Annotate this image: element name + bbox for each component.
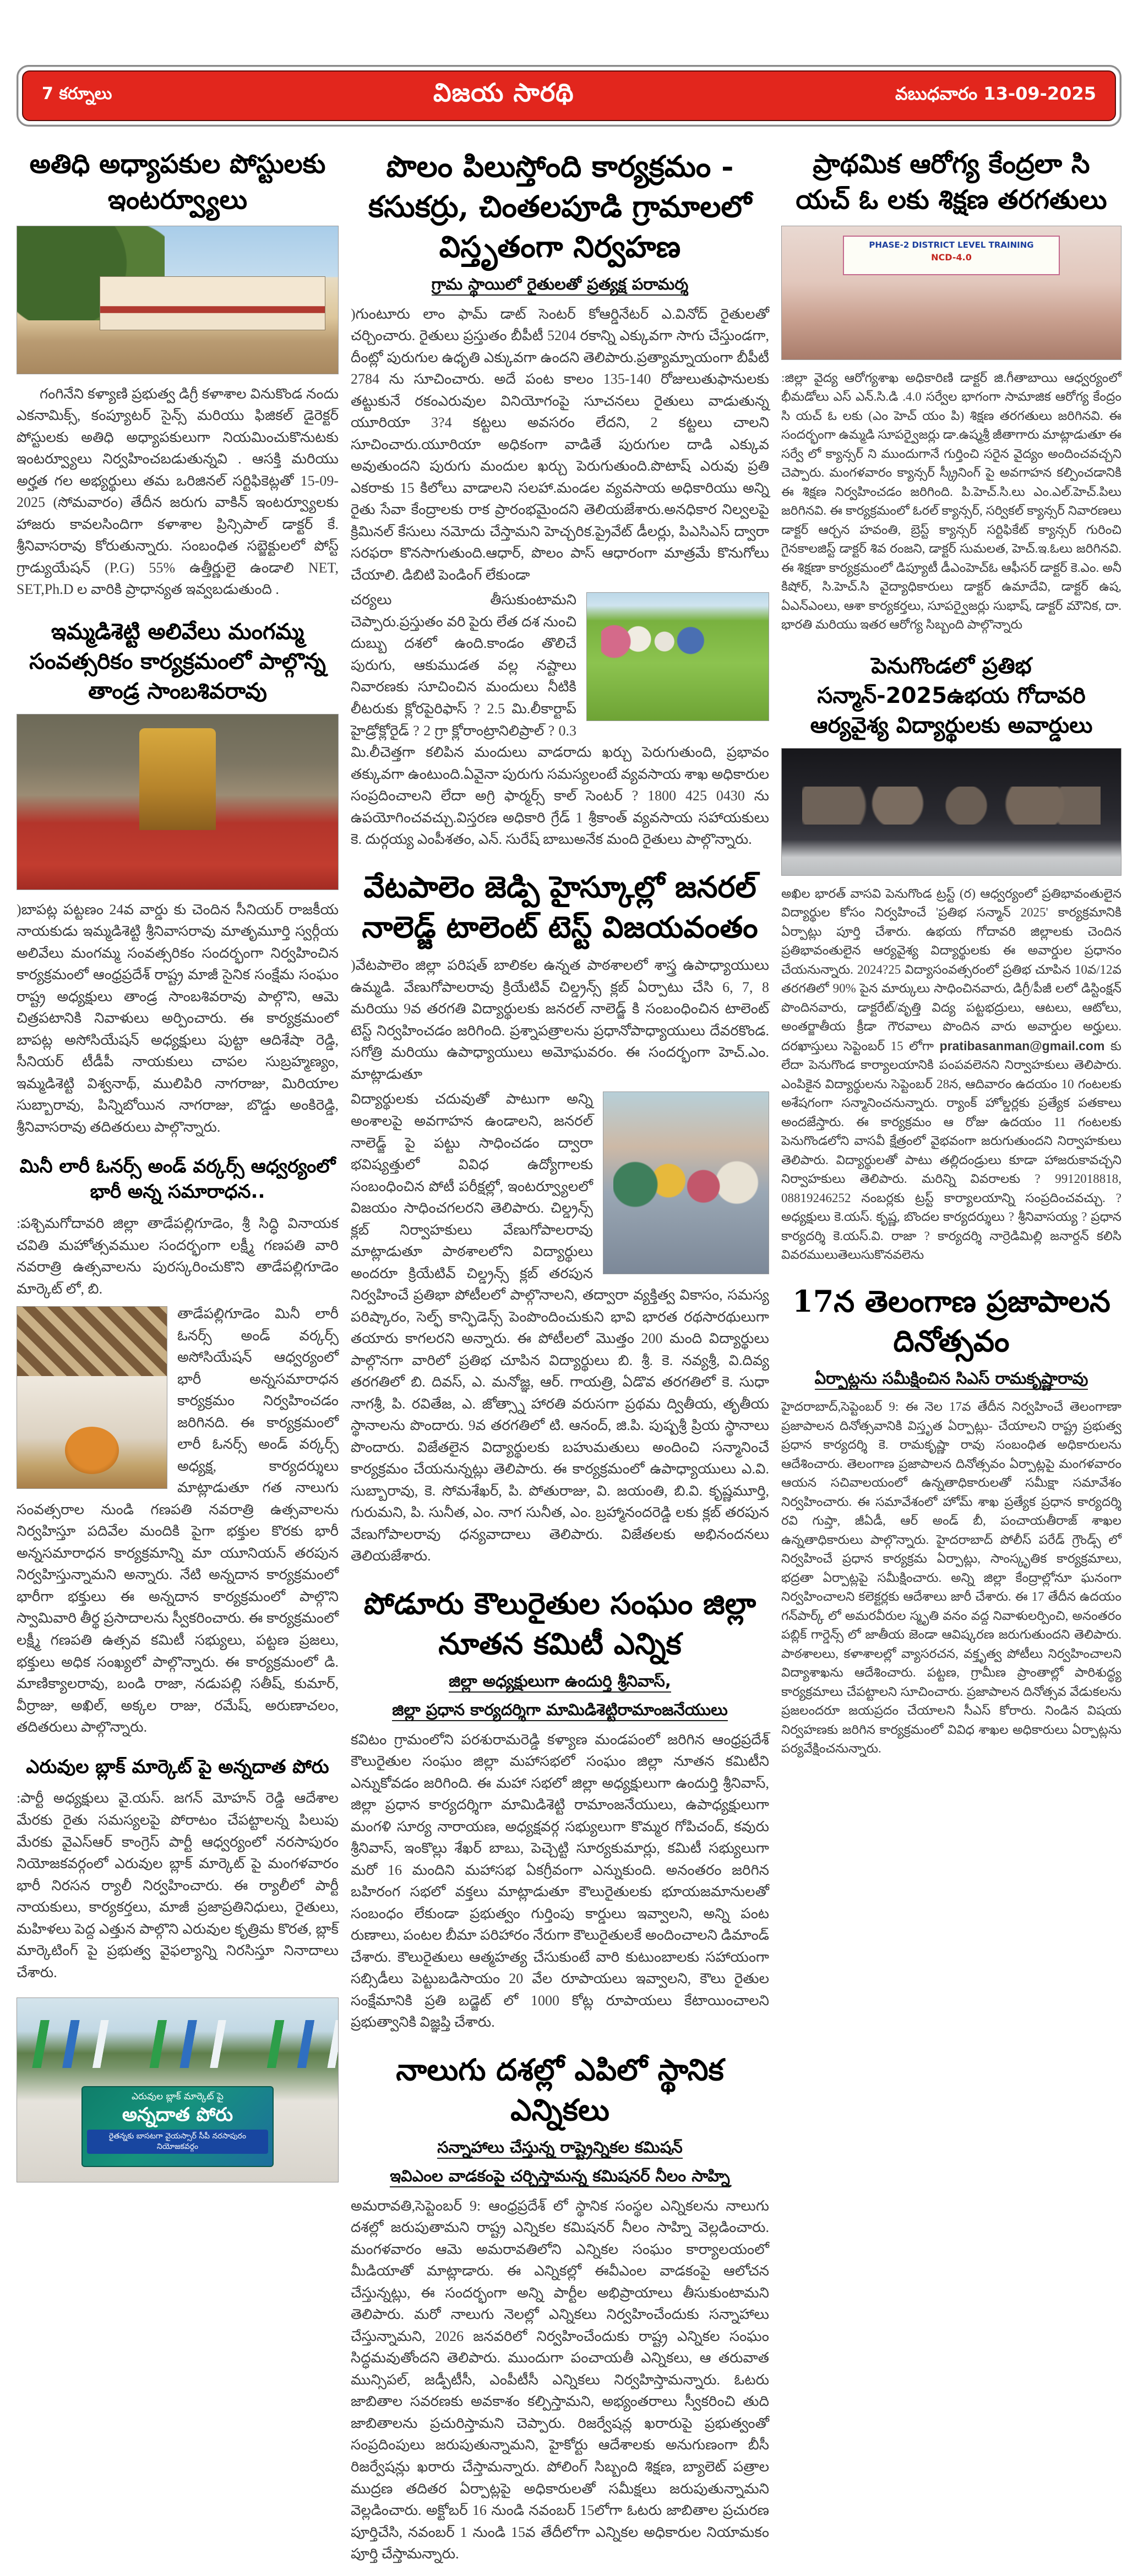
headline-gk-talent-test: వేటపాలెం జెడ్పి హైస్కూల్లో జనరల్ నాలెడ్జ్ టాలెంట్ టెస్ట్ విజయవంతం	[362, 869, 758, 945]
protest-banner	[81, 2086, 274, 2167]
article-text: చర్యలు తీసుకుంటామని చెప్పారు.ప్రస్తుతం వరి పైరు లేత దశ నుంచి దుబ్బు దశలో ఉంది.కాండం తొలిచే పురుగు, ఆకుముడత వల్ల నష్టాలు నివారణకు సూచించిన మందులు నీటికి లీటరుకు క్లోరపైరిఫాస్ ? 2.5 మి.లీకార్టాప్ హైడ్రోక్లోరైడ్ ? 2 గ్రా క్లోరాంట్రానిలిప్రాల్ ? 0.3 మి.లీచెత్తగా కలిపిన మందులు వాడరాదు ఖర్చు పెరుగుతుంది, ప్రభావం తక్కువగా ఉంటుంది.ఏవైనా పురుగు సమస్యలంటే వ్యవసాయ శాఖ అధికారుల సంప్రదించాలని లేదా అగ్రి ఫార్మర్స్ కాల్ సెంటర్ ? 1800 425 0430 ను ఉపయోగించవచ్చు.విస్తరణ అధికారి గ్రేడ్ 1 శ్రీకాంత్ వ్యవసాయ సహాయకులు కె. దుర్గయ్య ఎంపీశతం, ఎన్. సురేష్ బాబుఅనేక మంది రైతులు పాల్గొన్నారు.	[351, 592, 769, 848]
wrapped-text-block	[351, 1088, 769, 1570]
article-body	[781, 885, 1121, 1268]
seated-members-graphic	[802, 787, 1101, 825]
training-banner-text: PHASE-2 DISTRICT LEVEL TRAINING	[869, 239, 1034, 250]
article-text: )బాపట్ల పట్టణం 24వ వార్డు కు చెందిన సీనియర్ రాజకీయ నాయకుడు ఇమ్మడిశెట్టి శ్రీనివాసరావు మాతృమూర్తి స్వర్గీయ అలివేలు మంగమ్మ సంవత్సరికం సందర్భంగా నిర్వహించిన కార్యక్రమంలో ఆంధ్రప్రదేశ్ రాష్ట్ర మాజీ సైనిక సంక్షేమ సంఘం రాష్ట్ర అధ్యక్షులు తాండ్ర సాంబశివరావు పాల్గొని, ఆమె చిత్రపటానికి నివాళులు అర్పించారు. ఈ కార్యక్రమంలో బాపట్ల అసోసియేషన్ అధ్యక్షులు పుట్టా ఆదిశేషా రెడ్డి, సీనియర్ టీడీపీ నాయకులు చాపల సుబ్రహ్మణ్యం, ఇమ్మడిశెట్టి విశ్వనాథ్, ములిపిరి నాగరాజు, మిరియాల సుబ్బారావు, పిన్నిబోయిన నాగరాజు, బొడ్డు అంకిరెడ్డి, శ్రీనివాసరావు తదితరులు పాల్గొన్నారు.	[17, 901, 339, 1135]
party-flags-graphic	[17, 2020, 338, 2068]
newspaper-page	[0, 65, 1138, 2576]
article-body	[781, 369, 1121, 638]
article-text: కవిటం గ్రామంలోని పరశురామరెడ్డి కళ్యాణ మండపంలో జరిగిన ఆంధ్రప్రదేశ్ కౌలురైతుల సంఘం జిల్లా మహాసభలో సంఘం జిల్లా నూతన కమిటీని ఎన్నుకోవడం జరిగింది. ఈ మహా సభలో జిల్లా అధ్యక్షులుగా ఉందుర్తి శ్రీనివాస్, జిల్లా ప్రధాన కార్యదర్శిగా మామిడిశెట్టి రామాంజనేయులు, ఉపాధ్యక్షులుగా మంగళి సూర్య నారాయణ, అధ్యక్షవర్గ సభ్యులుగా కొమ్మర గోపిచంద్, కవురు శ్రీనివాస్, ఇంకొల్లు శేఖర్ బాబు, పెచ్చెట్టి సూర్యకుమార్లు, కమిటీ సభ్యులుగా మరో 16 మందిని మహాసభ ఏకగ్రీవంగా ఎన్నుకుంది. అనంతరం జరిగిన బహిరంగ సభలో వక్తలు మాట్లాడుతూ కౌలురైతులకు భూయజమానులతో సంబంధం లేకుండా ప్రభుత్వం గుర్తింపు కార్డులు ఇవ్వాలని, అన్ని పంట రుణాలు, పంటల బీమా పరిహారం నేరుగా కౌలురైతులకే అందించాలని డిమాండ్ చేశారు. కౌలురైతులు ఆత్మహత్య చేసుకుంటే వారి కుటుంబాలకు సహాయంగా సబ్సిడీలు పెట్టుబడిసాయం 20 వేల రూపాయలు ఇవ్వాలని, కౌలు రైతుల సంక్షేమానికి ప్రతి బడ్జెట్ లో 1000 కోట్ల రూపాయలు కేటాయించాలని ప్రభుత్వానికి విజ్ఞప్తి చేశారు.	[351, 1731, 769, 2031]
article-body	[17, 383, 339, 604]
article-body	[351, 2195, 769, 2568]
farmers-graphic	[601, 616, 710, 667]
article-text: )వేటపాలెం జిల్లా పరిషత్ బాలికల ఉన్నత పాఠశాలలో శాస్త్ర ఉపాధ్యాయులు ఉమ్మడి. వేణుగోపాలరావు క్రియేటివ్ చిల్డ్రన్స్ క్లబ్ ఏర్పాటు చేసి 6, 7, 8 మరియు 9వ తరగతి విద్యార్థులకు జనరల్ నాలెడ్జ్ కి సంబంధించిన టాలెంట్ టెస్ట్ నిర్వహించడం జరిగింది. ప్రశ్నాపత్రాలను ప్రధానోపాధ్యాయులు దేవరకొండ. సగోత్రి మరియు ఉపాధ్యాయులు అమోఘవరం. ఈ సందర్భంగా హెచ్.ఎం. మాట్లాడుతూ	[351, 957, 769, 1082]
article-body	[351, 303, 769, 854]
article-body	[351, 954, 769, 1570]
headline-polam-pilustondi-program: పొలం పిలుస్తోంది కార్యక్రమం - కసుకర్రు, చింతలపూడి గ్రామాలలో విస్తృతంగా నిర్వహణ	[368, 149, 752, 264]
health-training-photo	[781, 226, 1121, 360]
headline-guest-lecturer-interviews: అతిధి అధ్యాపకుల పోస్టులకు ఇంటర్వ్యూలు	[29, 149, 326, 215]
article-text: :పశ్చిమగోదావరి జిల్లా తాడేపల్లిగూడెం, శ్రీ సిద్ధి వినాయక చవితి మహోత్సవముల సందర్భంగా లక్ష్మీ గణపతి వారి నవరాత్రి ఉత్సవాలను పురస్కరించుకొని తాడేపల్లిగూడెం మార్కెట్ లో, బి.	[17, 1215, 339, 1297]
headline-tenant-farmers-committee: పోడూరు కౌలురైతుల సంఘం జిల్లా నూతన కమిటీ ఎన్నిక	[363, 1585, 756, 1661]
banner-text-large: అన్నదాత పోరు	[122, 2103, 233, 2126]
headline-mini-lorry-annadanam: మినీ లారీ ఓనర్స్ అండ్ వర్కర్స్ ఆధ్వర్యంలో భారీ అన్న సమారాధన..	[19, 1155, 336, 1203]
page-number-label: 7 కర్నూలు	[42, 84, 112, 103]
article-text-part: కు లేదా పెనుగొండ కార్యాలయానికి పంపవలెనని నిర్వాహకులు తెలిపారు. ఎంపికైన విద్యార్థులను సెప్టెంబర్ 28న, ఆదివారం ఉదయం 10 గంటలకు అశేషగంగా సన్మానించనున్నారు. ర్యాంక్ హోల్డర్లకు ప్రత్యేక పతకాలు అందజేస్తారు. ఈ కార్యక్రమం ఆ రోజు ఉదయం 11 గంటలకు పెనుగొండలోని వాసవీ క్షేత్రంలో వైభవంగా జరుగుతుందని నిర్వాహకులు తెలిపారు. విద్యార్థులతో పాటు తల్లిదండ్రులు కూడా హాజరుకావచ్చని నిర్వాహకులు తెలిపారు. మరిన్ని వివరాలకు ? 9912018818, 08819246252 నంబర్లకు ట్రస్ట్ కార్యాలయాన్ని సంప్రదించవచ్చు. ? అధ్యక్షులు కె.యస్. కృష్ణ, బొందల కార్యదర్శులు ? శ్రీనివాసయ్య ? ప్రధాన కార్యదర్శి కె.యస్.వి. రాజా ? కార్యదర్శి నార్రెడిమిల్లి జనార్దన్ కలిసి వివరములుతెలుసుకొనవలెను	[781, 1039, 1122, 1262]
column-right	[781, 141, 1121, 2576]
ncd-banner-text: NCD-4.0	[931, 252, 972, 263]
banner-text-small: ఎరువుల బ్లాక్ మార్కెట్ పై	[131, 2091, 224, 2103]
date-label: వబుధవారం 13-09-2025	[895, 83, 1096, 104]
article-body	[17, 1787, 339, 1986]
column-left	[17, 141, 339, 2576]
article-text: :జిల్లా వైద్య ఆరోగ్యశాఖ అధికారిణి డాక్టర్ జి.గీతాబాయి ఆధ్వర్యంలో భీమడోలు ఎస్ ఎన్.సి.డి .4.0 సర్వేల భాగంగా సామాజిక ఆరోగ్య కేంద్రం సి యచ్ ఓ లకు (ఎం హెచ్ యం పి) శిక్షణ తరగతులు జరిగినవి. ఈ సందర్భంగా ఉమ్మడి సూపర్వైజర్లు డా.ఉష్మశ్రీ జీతాగారు మాట్లాడుతూ ఈ సర్వే లో క్యాన్సర్ ని ముందుగానే గుర్తించి సరైన వైద్యం అందించవచ్చని చెప్పారు. మంగళవారం క్యాన్సర్ స్క్రీనింగ్ పై అవగాహన కల్పించడానికి ఈ శిక్షణ నిర్వహించడం జరిగింది. పి.హెచ్.సి.లు ఎం.ఎల్.హెచ్.పిలు జరిగినవి. ఈ కార్యక్రమంలో ఓరల్ క్యాన్సర్, సర్వికల్ క్యాన్సర్ నివారణలు డాక్టర్ ఆర్చన హవంతి, బ్రెస్ట్ క్యాన్సర్ సర్టిఫికేట్ క్యాన్సర్ గురించి గైనకాలజిస్ట్ డాక్టర్ శివ రంజని, డాక్టర్ సుమలత, హెచ్.ఇ.ఓలు జరిగినవి. ఈ శిక్షణా కార్యక్రమంలో డిప్యూటీ డీఎంహెచ్ఓ ఆఫీసర్ డాక్టర్ కె.ఎం. అనీ కిషోర్, సి.హెచ్.సి వైద్యాధికారులు డాక్టర్ ఉమాదేవి, డాక్టర్ ఉష, ఏఎన్ఎంలు, ఆశా కార్యకర్తలు, సూపర్వైజర్లు సుభాష్, డాక్టర్ మౌనిక, దా. భారతి మరియు ఇతర ఆరోగ్య సిబ్బంది పాల్గొన్నారు	[781, 370, 1122, 632]
training-banner	[843, 236, 1060, 276]
headline-alivelu-mangamma-ceremony: ఇమ్మడిశెట్టి అలివేలు మంగమ్మ సంవత్సరికం కార్యక్రమంలో పాల్గొన్న తాండ్ర సాంబశివరావు	[29, 619, 326, 704]
shrine-graphic	[139, 728, 216, 829]
article-text: తాడేపల్లిగూడెం మినీ లారీ ఓనర్స్ అండ్ వర్కర్స్ అసోసియేషన్ ఆధ్వర్యంలో భారీ అన్నసమారాధన కార్యక్రమం నిర్వహించడం జరిగినది. ఈ కార్యక్రమంలో లారీ ఓనర్స్ అండ్ వర్కర్స్ అధ్యక్ష, కార్యదర్శులు మాట్లాడుతూ గత నాలుగు సంవత్సరాల నుండి గణపతి నవరాత్రి ఉత్సవాలను నిర్వహిస్తూ పదివేల మందికి పైగా భక్తుల కొరకు భారీ అన్నసమారాధన కార్యక్రమాన్ని మా యూనియన్ తరపున నిర్వహిస్తున్నామని అన్నారు. నేటి అన్నదాన కార్యక్రమంలో భారీగా భక్తులు ఈ అన్నదాన కార్యక్రమంలో పాల్గొని స్వామివారి తీర్థ ప్రసాదాలను స్వీకరించారు. ఈ కార్యక్రమంలో లక్ష్మీ గణపతి ఉత్సవ కమిటీ సభ్యులు, పట్టణ ప్రజలు, భక్తులు అధిక సంఖ్యలో పాల్గొన్నారు. ఈ కార్యక్రమంలో డి. మాణిక్యాలరావు, బండి రాజా, నడుపల్లి సతీష్, కుమార్, వీర్రాజు, అఖిల్, అక్కల రాజు, రమేష్, అరుణాచలం, తదితరులు పాల్గొన్నారు.	[17, 1306, 339, 1735]
college-building-photo	[17, 226, 339, 374]
protest-rally-photo	[17, 1998, 339, 2182]
contact-email: pratibasanman@gmail.com	[939, 1038, 1105, 1053]
subhead-general-secretary: జిల్లా ప్రధాన కార్యదర్శిగా మామిడిశెట్టిరామాంజనేయులు	[392, 1698, 728, 1721]
memorial-ceremony-photo	[17, 714, 339, 890]
wrapped-text-block	[351, 589, 769, 853]
subhead-farmer-consultation: గ్రామ స్థాయిలో రైతులతో ప్రత్యక్ష పరామర్శ	[432, 272, 689, 296]
article-body	[781, 1398, 1121, 1762]
article-text	[781, 885, 1121, 1265]
paddy-field-photo	[586, 592, 769, 721]
masthead	[17, 65, 1121, 127]
article-text: గంగినేని కళ్యాణి ప్రభుత్వ డిగ్రీ కళాశాల వినుకొండ నందు ఎకనామిక్స్, కంప్యూటర్ సైన్స్ మరియు ఫిజికల్ డైరెక్టర్ పోస్టులకు అతిధి అధ్యాపకులుగా నియమించుకొనుటకు ఇంటర్వ్యూలు నిర్వహించబడుతున్నవి . ఆసక్తి మరియు అర్హత గల అభ్యర్థులు తమ ఒరిజినల్ సర్టిఫికెట్లతో 15-09-2025 (సోమవారం) తేదీన జరుగు వాకిన్ ఇంటర్వ్యూలకు హాజరు కావలసిందిగా కళాశాల ప్రిన్సిపాల్ డాక్టర్ కే. శ్రీనివాసరావు కోరుతున్నారు. సంబంధిత సబ్జెక్టులలో పోస్ట్ గ్రాడ్యుయేషన్ (P.G) 55% ఉత్తీర్ణులై ఉండాలి NET, SET,Ph.D ల వారికి ప్రాధాన్యత ఇవ్వబడుతుంది .	[17, 385, 339, 598]
food-pot-graphic	[65, 1427, 119, 1474]
article-body	[351, 1729, 769, 2037]
school-event-photo	[603, 1091, 769, 1274]
column-middle	[351, 141, 769, 2576]
headline-fertilizer-black-market-protest: ఎరువుల బ్లాక్ మార్కెట్ పై అన్నదాత పోరు	[26, 1755, 329, 1778]
subhead-election-commission-preparations: సన్నాహాలు చేస్తున్న రాష్ట్రెన్నికల కమిషన్	[437, 2136, 682, 2159]
article-text-part: అఖిల భారత్ వాసవి పెనుగొండ ట్రస్ట్ (ర) ఆధ్వర్యంలో ప్రతిభావంతులైన విద్యార్థుల కోసం నిర్వహించే 'ప్రతిభ సన్మాన్ 2025' కార్యక్రమానికి ఏర్పాట్లు పూర్తి చేశారు. ఉభయ గోదావరి జిల్లాలకు చెందిన ప్రతిభావంతులైన ఆర్యవైశ్య విద్యార్థులకు ఈ అవార్డుల ప్రధానం చేయనున్నారు. 2024?25 విద్యాసంవత్సరంలో ప్రతిభ చూపిన 10వ/12వ తరగతిలో 90% పైన మార్కులు సాధించినవారు, డిగ్రీ/పీజీ లలో డిస్టింక్షన్ పొందినవారు, డాక్టరేట్/వృత్తి విద్య పట్టభద్రులు, ఆటలు, ఆటోలు, అంతర్జాతీయ క్రీడా గౌరవాలు పొందిన వారు అవార్డుల అర్హులు. దరఖాస్తులు సెప్టెంబర్ 15 లోగా	[781, 886, 1121, 1053]
trust-meeting-photo	[781, 748, 1121, 876]
banner-text-strip: రైతన్నకు బాసటగా వైయస్సార్ సీపీ నరసాపురం నియోజకవర్గం	[87, 2130, 269, 2154]
article-text: హైదరాబాద్,సెప్టెంబర్ 9: ఈ నెల 17వ తేదీన నిర్వహించే తెలంగాణా ప్రజాపాలన దినోత్సవానికి విస్తృత ఏర్పాట్లు- చేయాలని రాష్ట్ర ప్రభుత్వ ప్రధాన కార్యదర్శి కె. రామకృష్ణా రావు సంబంధిత అధికారులను ఆదేశించారు. తెలంగాణ ప్రజాపాలన దినోత్సవం ఏర్పాట్లపై మంగళవారం ఆయన సచివాలయంలో ఉన్నతాధికారులతో సమీక్షా సమావేశం నిర్వహించారు. ఈ సమావేశంలో హోమ్ శాఖ ప్రత్యేక ప్రధాన కార్యదర్శి రవి గుప్తా, జీఏడీ, ఆర్ అండ్ బీ, పంచాయతీరాజ్ శాఖల ఉన్నతాధికారులు పాల్గొన్నారు. హైదరాబాద్ పోలీస్ పరేడ్ గ్రౌండ్స్ లో నిర్వహించే ప్రధాన కార్యక్రమ ఏర్పాట్లు, సాంస్కృతిక కార్యక్రమాలు, భద్రతా ఏర్పాట్లపై సమీక్షించారు. అన్ని జిల్లా కేంద్రాల్లోనూ ఘనంగా నిర్వహించాలని కలెక్టర్లకు ఆదేశాలు జారీ చేశారు. ఈ 17 తేదీన ఉదయం గన్‌పార్క్ లో అమరవీరుల స్మృతి వనం వద్ద నివాళులర్పించి, అనంతరం పబ్లిక్ గార్డెన్స్ లో జాతీయ జెండా ఆవిష్కరణ జరుగుతుందని తెలిపారు. పాఠశాలలు, కళాశాలల్లో వ్యాసరచన, వక్తృత్వ పోటీలు నిర్వహించాలని విద్యాశాఖను ఆదేశించారు. పట్టణ, గ్రామీణ ప్రాంతాల్లో పారిశుద్ధ్య కార్యక్రమాలు చేపట్టాలని సూచించారు. ప్రజాపాలన దినోత్సవ వేడుకలను ప్రజలందరూ జయప్రదం చేయాలని సీఎస్ కోరారు. నిండిన విషయ నిర్వహణకు జరిగిన కార్యక్రమంలో వివిధ శాఖల అధికారులు ఏర్పాట్లను పర్యవేక్షించనున్నారు.	[781, 1400, 1121, 1756]
subhead-cs-review: ఏర్పాట్లను సమీక్షించిన సిఎస్ రామకృష్ణారావు	[815, 1367, 1088, 1390]
article-text: అమరావతి,సెప్టెంబర్ 9: ఆంధ్రప్రదేశ్ లో స్థానిక సంస్థల ఎన్నికలను నాలుగు దశల్లో జరుపుతామని రాష్ట్ర ఎన్నికల కమిషనర్ నీలం సాహ్ని వెల్లడించారు. మంగళవారం ఆమె అమరావతిలోని ఎన్నికల సంఘం కార్యాలయంలో మీడియాతో మాట్లాడారు. ఈ ఎన్నికల్లో ఈవీఎంల వాడకంపై ఆలోచన చేస్తున్నట్లు, ఈ సందర్భంగా అన్ని పార్టీల అభిప్రాయాలు తీసుకుంటామని తెలిపారు. మరో నాలుగు నెలల్లో ఎన్నికలు నిర్వహించేందుకు సన్నాహాలు చేస్తున్నామని, 2026 జనవరిలో నిర్వహించేందుకు రాష్ట్ర ఎన్నికల సంఘం సిద్ధమవుతోందని తెలిపారు. ముందుగా పంచాయతీ ఎన్నికలు, ఆ తరువాత మున్సిపల్, జడ్పీటీసీ, ఎంపీటీసీ ఎన్నికలు నిర్వహిస్తామన్నారు. ఓటరు జాబితాల సవరణకు అవకాశం కల్పిస్తామని, అభ్యంతరాలు స్వీకరించి తుది జాబితాలను ప్రచురిస్తామని చెప్పారు. రిజర్వేషన్ల ఖరారుపై ప్రభుత్వంతో సంప్రదింపులు జరుపుతున్నామని, హైకోర్టు ఆదేశాలకు అనుగుణంగా బీసీ రిజర్వేషన్లు ఖరారు చేస్తామన్నారు. పోలింగ్ సిబ్బంది శిక్షణ, బ్యాలెట్ పత్రాల ముద్రణ తదితర ఏర్పాట్లపై అధికారులతో సమీక్షలు జరుపుతున్నామని వెల్లడించారు. అక్టోబర్ 16 నుండి నవంబర్ 15లోగా ఓటరు జాబితాల ప్రచురణ పూర్తిచేసి, నవంబర్ 1 నుండి 15వ తేదీలోగా ఎన్నికల అధికారుల నియామకం పూర్తి చేస్తామన్నారు.	[351, 2197, 769, 2562]
columns	[0, 141, 1138, 2576]
article-text: :పార్టీ అధ్యక్షులు వై.యస్. జగన్ మోహన్ రెడ్డి ఆదేశాల మేరకు రైతు సమస్యలపై పోరాటం చేపట్టాలన్న పిలుపు మేరకు వైఎస్ఆర్ కాంగ్రెస్ పార్టీ ఆధ్వర్యంలో నరసాపురం నియోజకవర్గంలో ఎరువుల బ్లాక్ మార్కెట్ పై మంగళవారం భారీ నిరసన ర్యాలీ నిర్వహించారు. ఈ ర్యాలీలో పార్టీ నాయకులు, కార్యకర్తలు, మాజీ ప్రజాప్రతినిధులు, రైతులు, మహిళలు పెద్ద ఎత్తున పాల్గొని ఎరువుల కృత్రిమ కొరత, బ్లాక్ మార్కెటింగ్ పై ప్రభుత్వ వైఫల్యాన్ని నిరసిస్తూ నినాదాలు చేశారు.	[17, 1790, 339, 1980]
masthead-bar	[22, 70, 1116, 121]
headline-cho-training-classes: ప్రాథమిక ఆరోగ్య కేంద్రలా సి యచ్ ఓ లకు శిక్షణ తరగతులు	[796, 149, 1107, 215]
subhead-district-president: జిల్లా అధ్యక్షులుగా ఉందుర్తి శ్రీనివాస్,	[449, 1669, 671, 1693]
article-body	[17, 1213, 339, 1741]
headline-praja-palana-dinotsavam: 17న తెలంగాణ ప్రజాపాలన దినోత్సవం	[792, 1283, 1110, 1359]
annadanam-food-photo	[17, 1306, 167, 1489]
students-teachers-graphic	[613, 1147, 759, 1241]
subhead-evm-discussion: ఇవిఎంల వాడకంపై చర్చిస్తామన్న కమిషనర్ నీలం సాహ్ని	[390, 2164, 730, 2187]
paper-title: విజయ సారథి	[433, 78, 574, 107]
building-graphic	[100, 276, 325, 330]
article-text: విద్యార్థులకు చదువుతో పాటుగా అన్ని అంశాలపై అవగాహన ఉండాలని, జనరల్ నాలెడ్జ్ పై పట్టు సాధించడం ద్వారా భవిష్యత్తులో వివిధ ఉద్యోగాలకు సంబంధించిన పోటీ పరీక్షల్లో, ఇంటర్వ్యూలలో విజయం సాధించగలరని తెలిపారు. చిల్డ్రన్స్ క్లబ్ నిర్వాహకులు వేణుగోపాలరావు మాట్లాడుతూ పాఠశాలలోని విద్యార్థులు అందరూ క్రియేటివ్ చిల్డ్రన్స్ క్లబ్ తరపున నిర్వహించే ప్రతిభా పోటీలలో పాల్గొనాలని, తద్వారా వ్యక్తిత్వ వికాసం, సమస్య పరిష్కారం, సెల్ఫ్ కాన్ఫిడెన్స్ పెంపొందించుకుని భావి భారత రథసారథులుగా తయారు కాగలరని అన్నారు. ఈ పోటీలలో మొత్తం 200 మంది విద్యార్థులు పాల్గొనగా వారిలో ప్రతిభ చూపిన విద్యార్థులు బి. శ్రీ. కె. నవ్యశ్రీ, వి.దివ్య తరగతిలో బి. దివస్, ఎ. మనోజ్ఞ, ఆర్. గాయత్రి, ఏడొవ తరగతిలో కె. సుధా నాగశ్రీ, పి. రవితేజ, ఎ. జోత్స్నా హారతి వరుసగా ప్రథమ ద్వితీయ, తృతీయ స్థానాలను పొందారు. 9వ తరగతిలో టి. ఆనంద్, జి.పి. పుష్పశ్రీ ప్రియ స్థానాలు పొందారు. విజేతలైన విద్యార్థులకు బహుమతులు అందించి సన్మానించే కార్యక్రమం చేయనున్నట్లు తెలిపారు. ఈ కార్యక్రమంలో ఉపాధ్యాయులు ఎ.వి. సుబ్బారావు, కె. సోమశేఖర్, పి. పోతురాజు, వి. జయంతి, బి.వి. కృష్ణమూర్తి, గురుమని, పి. సునీత, ఎం. నాగ సునీత, ఎం. బ్రహ్మానందరెడ్డి లకు క్లబ్ తరపున వేణుగోపాలరావు ధన్యవాదాలు తెలిపారు. విజేతలకు అభినందనలు తెలియజేశారు.	[351, 1091, 769, 1564]
article-body	[17, 899, 339, 1142]
headline-local-elections-four-phases: నాలుగు దశల్లో ఎపిలో స్థానిక ఎన్నికలు	[396, 2051, 724, 2127]
headline-pratibha-sanman-awards: పెనుగొండలో ప్రతిభ సన్మాన్-2025ఉభయ గోదావరి ఆర్యవైశ్య విద్యార్థులకు అవార్డులు	[810, 653, 1093, 738]
wrapped-text-block	[17, 1303, 339, 1741]
article-text: )గుంటూరు లాం ఫామ్ డాట్ సెంటర్ కోఆర్డినేటర్ ఎ.వినోద్ రైతులతో చర్చించారు. రైతులు ప్రస్తుతం బీపీటీ 5204 రకాన్ని ఎక్కువగా సాగు చేస్తుండగా, దీంట్లో పురుగుల ఉధృతి ఎక్కువగా ఉందని తెలిపారు.ప్రత్యామ్నాయంగా బీపీటీ 2784 ను సూచించారు. అదే పంట కాలం 135-140 రోజులుతుఫానులకు తట్టుకునే రకంఎరువుల వినియోగంపై సూచనలు రైతులు వాడుతున్న యూరియా 3?4 కట్టలు అవసరం లేదని, 2 కట్టలు చాలని సూచించారు.యూరియా అధికంగా వాడితే పురుగుల దాడి ఎక్కువ అవుతుందని పురుగు మందుల ఖర్చు పెరుగుతుంది.పొటాష్ ఎరువు ప్రతి ఎకరాకు 15 కిలోలు వాడాలని సలహా.మండల వ్యవసాయ అధికారియు అన్ని రైతు సేవా కేంద్రాలకు రాక ప్రారంభమైందని తెలియజేశారు.అనధికార నిల్వలపై క్రిమినల్ కేసులు నమోదు చేస్తామని హెచ్చరిక.ప్రైవేట్ డీలర్లు, పిఎసిఎస్ ద్వారా సరఫరా కొనసాగుతుంది.ఆధార్, పొలం పాస్ ఆధారంగా మాత్రమే కొనుగోలు చేయాలి. డిబిటి పెండింగ్ లేకుండా	[351, 305, 769, 583]
